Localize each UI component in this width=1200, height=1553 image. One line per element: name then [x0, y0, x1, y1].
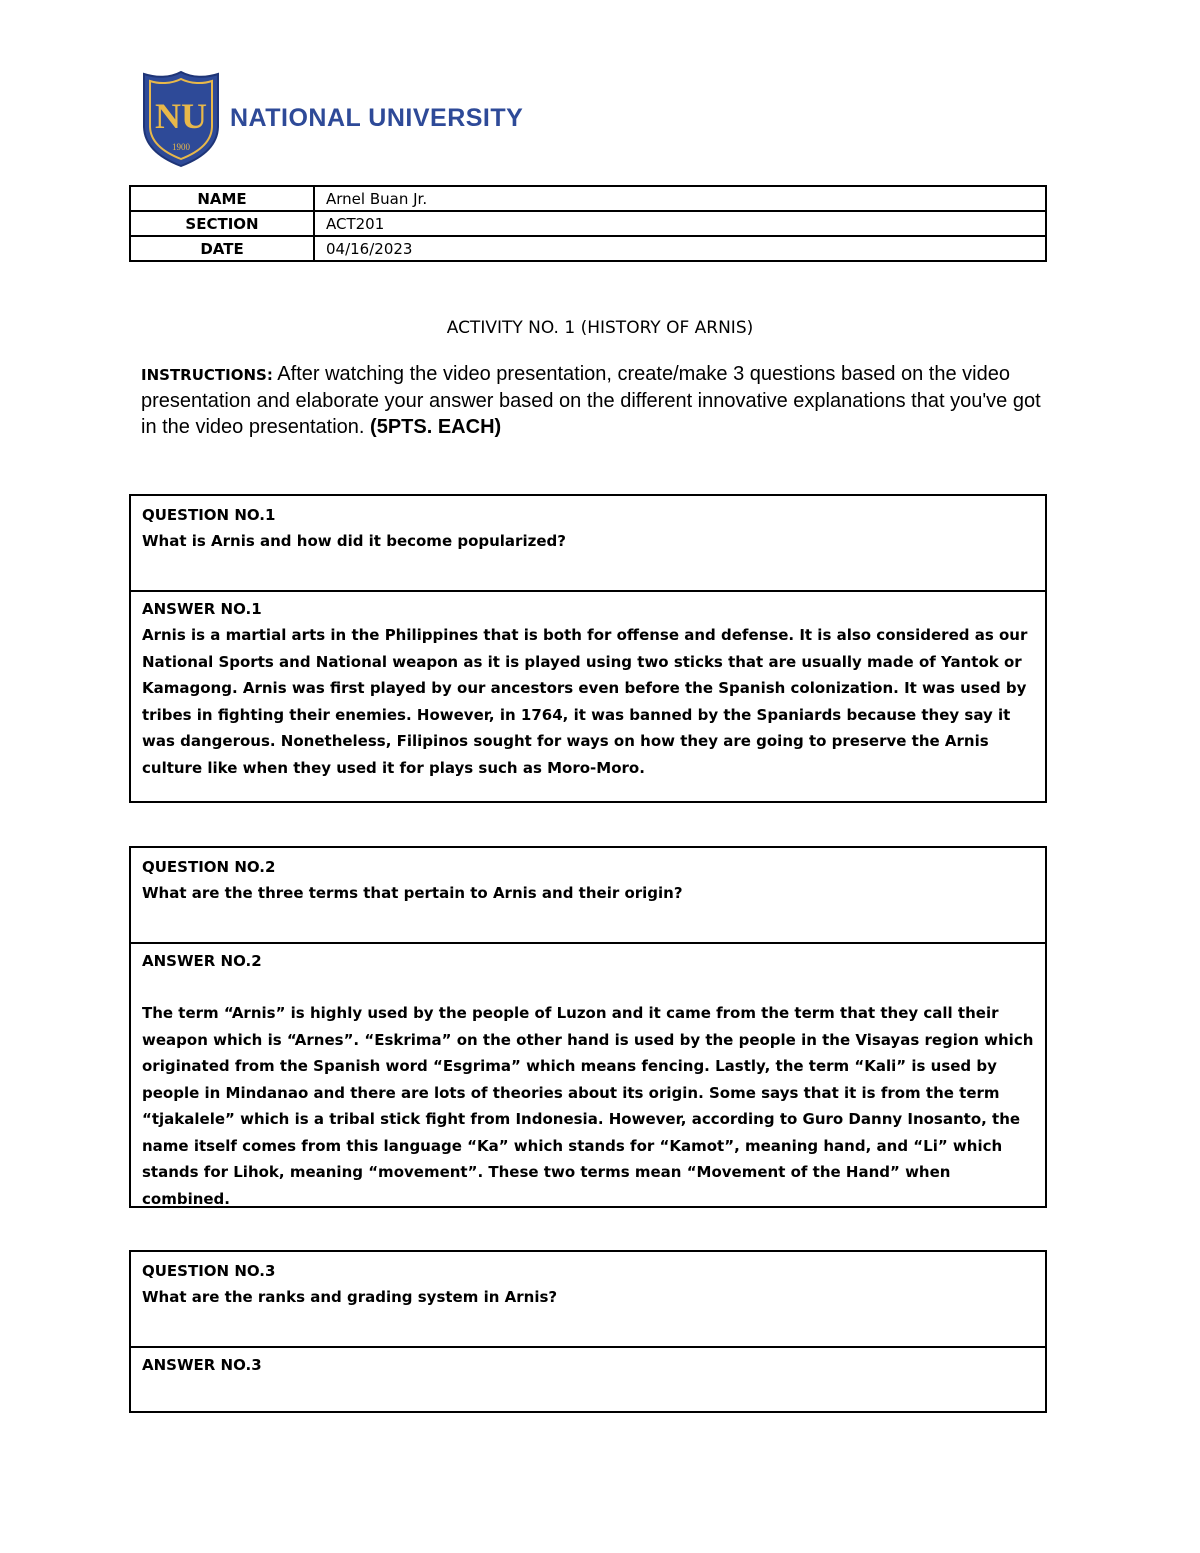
university-logo: [140, 70, 540, 168]
answer-text: Arnis is a martial arts in the Philippines that is both for offense and defense. It is also considered as our National Sports and National weapon as it is played using two sticks that are usually made of Yantok or Kamagong. Arnis was first played by our ancestors even before the Spanish colonization. It was used by tribes in fighting their enemies. However, in 1764, it was banned by the Spaniards because they say it was dangerous. Nonetheless, Filipinos sought for ways on how they are going to preserve the Arnis culture like when they used it for plays such as Moro-Moro.: [142, 626, 1028, 777]
question-label: QUESTION NO.1: [142, 506, 276, 524]
section-label: SECTION: [130, 211, 314, 236]
question-text: What are the ranks and grading system in Arnis?: [142, 1288, 558, 1306]
answer-text: The term “Arnis” is highly used by the people of Luzon and it came from the term that they call their weapon which is “Arnes”. “Eskrima” on the other hand is used by the people in the Visayas region which originated from the Spanish word “Esgrima” which means fencing. Lastly, the term “Kali” is used by people in Mindanao and there are lots of theories about its origin. Some says that it is from the term “tjakalele” which is a tribal stick fight from Indonesia. However, according to Guro Danny Inosanto, the name itself comes from this language “Ka” which stands for “Kamot”, meaning hand, and “Li” which stands for Lihok, meaning “movement”. These two terms mean “Movement of the Hand” when combined.: [142, 1004, 1034, 1208]
crest-year: 1900: [172, 142, 190, 152]
table-row: [130, 186, 1046, 211]
question-label: QUESTION NO.2: [142, 858, 276, 876]
crest-monogram: NU: [155, 96, 207, 136]
question-text: What is Arnis and how did it become popularized?: [142, 532, 566, 550]
date-label: DATE: [130, 236, 314, 261]
instructions-label: INSTRUCTIONS:: [141, 366, 273, 384]
name-value: Arnel Buan Jr.: [314, 186, 1046, 211]
question-cell: [131, 848, 1045, 944]
answer-cell: [131, 944, 1045, 1212]
section-value: ACT201: [314, 211, 1046, 236]
answer-label: ANSWER NO.2: [142, 952, 262, 970]
answer-cell: [131, 592, 1045, 781]
question-cell: [131, 496, 1045, 592]
university-name: NATIONAL UNIVERSITY: [230, 104, 524, 132]
qa-block-2: [129, 846, 1047, 1208]
qa-block-3: [129, 1250, 1047, 1413]
instructions-text: After watching the video presentation, create/make 3 questions based on the video presentation and elaborate your answer based on the different innovative explanations that you've got in the video presentation.: [141, 363, 1041, 438]
instructions: [141, 361, 1061, 440]
question-cell: [131, 1252, 1045, 1348]
answer-label: ANSWER NO.1: [142, 600, 262, 618]
qa-block-1: [129, 494, 1047, 803]
answer-cell: [131, 1348, 1045, 1378]
question-label: QUESTION NO.3: [142, 1262, 276, 1280]
date-value: 04/16/2023: [314, 236, 1046, 261]
university-crest-icon: [140, 70, 222, 168]
student-info-table: [129, 185, 1047, 262]
name-label: NAME: [130, 186, 314, 211]
activity-title: ACTIVITY NO. 1 (HISTORY OF ARNIS): [446, 318, 754, 338]
table-row: [130, 211, 1046, 236]
table-row: [130, 236, 1046, 261]
question-text: What are the three terms that pertain to Arnis and their origin?: [142, 884, 683, 902]
answer-label: ANSWER NO.3: [142, 1356, 262, 1374]
points-label: (5PTS. EACH): [370, 416, 502, 438]
